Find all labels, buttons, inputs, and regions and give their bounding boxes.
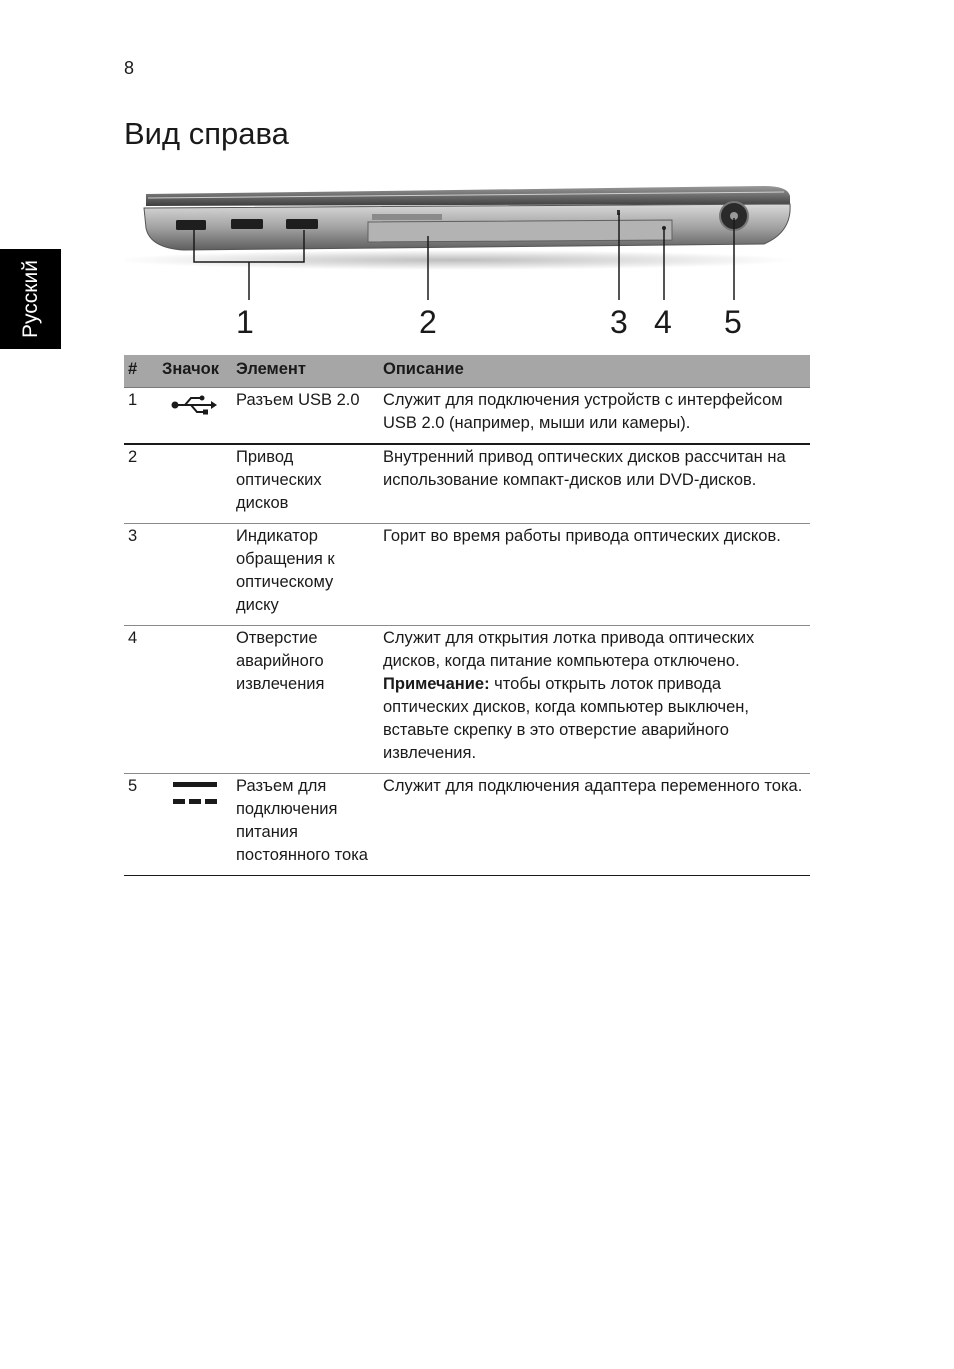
language-side-tab bbox=[0, 249, 61, 349]
row-element: Разъем для подключения питания постоянного тока bbox=[236, 777, 368, 864]
table-row bbox=[124, 774, 810, 876]
laptop-shadow bbox=[124, 250, 794, 270]
header-number: # bbox=[124, 355, 158, 388]
row-number: 4 bbox=[128, 629, 138, 647]
row-number: 5 bbox=[128, 777, 138, 795]
callout-number: 3 bbox=[610, 304, 628, 340]
callout-number: 4 bbox=[654, 304, 672, 340]
laptop-lid bbox=[146, 186, 790, 206]
usb-icon bbox=[171, 394, 219, 416]
header-icon: Значок bbox=[158, 355, 232, 388]
header-element: Элемент bbox=[232, 355, 379, 388]
row-description: Горит во время работы привода оптических дисков. bbox=[383, 527, 781, 545]
page-number: 8 bbox=[124, 58, 135, 78]
row-icon bbox=[158, 626, 232, 774]
row-element: Индикатор обращения к оптическому диску bbox=[236, 527, 335, 614]
ports-table bbox=[124, 355, 810, 876]
row-description: Служит для подключения устройств с интерфейсом USB 2.0 (например, мыши или камеры). bbox=[383, 391, 783, 432]
usb-port-2 bbox=[231, 219, 263, 229]
row-element: Разъем USB 2.0 bbox=[236, 391, 360, 409]
row-icon bbox=[158, 524, 232, 626]
table-header-row bbox=[124, 355, 810, 388]
usb-port-1 bbox=[176, 220, 206, 230]
row-number: 1 bbox=[128, 391, 138, 409]
note-text: чтобы открыть лоток привода оптических дисков, когда компьютер выключен, вставьте скрепку в это отверстие аварийного извлечения. bbox=[383, 675, 749, 762]
usb-port-3 bbox=[286, 219, 318, 229]
callout-number: 5 bbox=[724, 304, 742, 340]
note-label: Примечание: bbox=[383, 675, 490, 693]
callout-number: 1 bbox=[236, 304, 254, 340]
row-description bbox=[379, 626, 810, 774]
page-title: Вид справа bbox=[124, 116, 289, 151]
table-row bbox=[124, 626, 810, 774]
language-side-tab-label: Русский bbox=[18, 260, 42, 338]
row-number: 3 bbox=[128, 527, 138, 545]
dc-power-icon bbox=[171, 780, 219, 806]
optical-drive bbox=[368, 220, 672, 242]
row-description-text: Служит для открытия лотка привода оптических дисков, когда питание компьютера отключено. bbox=[383, 629, 755, 670]
laptop-right-side-figure bbox=[124, 168, 810, 348]
header-description: Описание bbox=[379, 355, 810, 388]
table-row bbox=[124, 444, 810, 524]
disc-logos bbox=[372, 214, 442, 220]
row-icon bbox=[158, 388, 232, 445]
row-description: Служит для подключения адаптера переменного тока. bbox=[383, 777, 803, 795]
row-element: Отверстие аварийного извлечения bbox=[236, 629, 325, 693]
row-description: Внутренний привод оптических дисков рассчитан на использование компакт-дисков или DVD-дисков. bbox=[383, 448, 786, 489]
table-row bbox=[124, 524, 810, 626]
table-row bbox=[124, 388, 810, 445]
row-icon bbox=[158, 774, 232, 876]
row-icon bbox=[158, 444, 232, 524]
row-element: Привод оптических дисков bbox=[236, 448, 322, 512]
callout-number: 2 bbox=[419, 304, 437, 340]
row-number: 2 bbox=[128, 448, 138, 466]
laptop-right-side-illustration bbox=[124, 168, 810, 348]
